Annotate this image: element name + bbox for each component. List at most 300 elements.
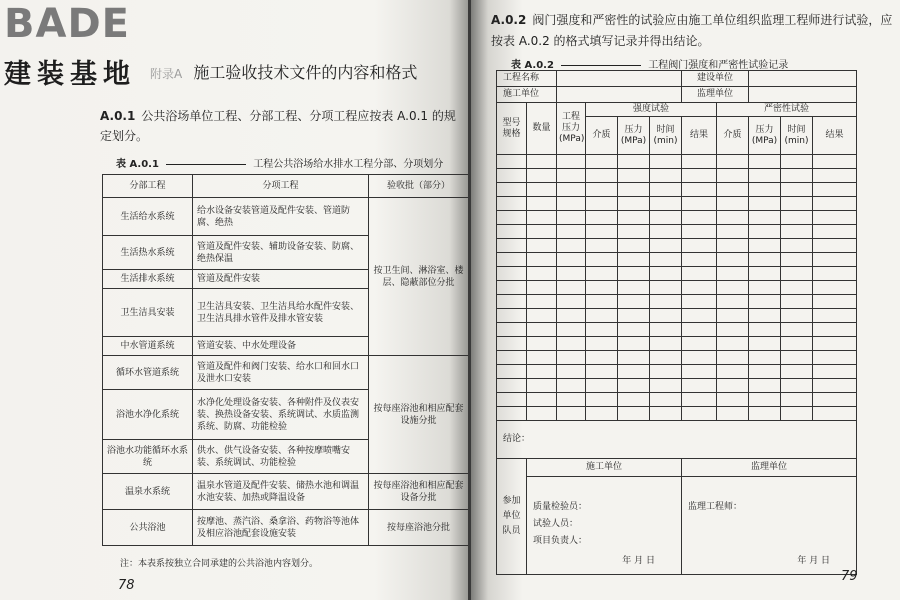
grid-cell [650, 197, 682, 211]
row-items: 管道及配件和阀门安装、给水口和回水口及泄水口安装 [193, 356, 369, 390]
grid-cell [586, 351, 618, 365]
grid-cell [682, 337, 717, 351]
grid-cell [813, 239, 857, 253]
grid-cell [557, 379, 586, 393]
grid-cell [650, 183, 682, 197]
grid-cell [586, 253, 618, 267]
caption-blank [166, 164, 246, 165]
grid-cell [586, 267, 618, 281]
grid-row [497, 183, 857, 197]
sign-contractor-header: 施工单位 [527, 459, 682, 477]
grid-cell [618, 365, 650, 379]
grid-cell [781, 155, 813, 169]
grid-cell [813, 197, 857, 211]
grid-cell [586, 183, 618, 197]
grid-cell [650, 309, 682, 323]
grid-cell [618, 309, 650, 323]
grid-cell [557, 211, 586, 225]
grid-row [497, 393, 857, 407]
grid-cell [749, 225, 781, 239]
grid-cell [618, 225, 650, 239]
col-strength-medium: 介质 [586, 117, 618, 155]
grid-cell [557, 351, 586, 365]
row-items: 管道及配件安装、辅助设备安装、防腐、绝热保温 [193, 236, 369, 270]
col-tightness-group: 严密性试验 [717, 103, 857, 117]
table-row [103, 198, 469, 236]
grid-cell [682, 407, 717, 421]
grid-cell [650, 323, 682, 337]
grid-cell [781, 365, 813, 379]
grid-cell [527, 365, 557, 379]
table-a01-title: 工程公共浴场给水排水工程分部、分项划分 [253, 159, 444, 170]
grid-cell [650, 155, 682, 169]
grid-row [497, 379, 857, 393]
table-a02-label: 表 A.0.2 [511, 60, 554, 71]
caption-blank [561, 65, 641, 66]
grid-cell [650, 211, 682, 225]
grid-cell [497, 211, 527, 225]
grid-cell [527, 253, 557, 267]
value-contractor [557, 87, 682, 103]
clause-a02-text: 阀门强度和严密性的试验应由施工单位组织监理工程师进行试验，应按表 A.0.2 的格式填写记录并得出结论。 [491, 13, 893, 48]
grid-cell [682, 295, 717, 309]
row-items: 给水设备安装管道及配件安装、管道防腐、绝热 [193, 198, 369, 236]
col-qty: 数量 [527, 103, 557, 155]
table-a02-title: 工程阀门强度和严密性试验记录 [648, 60, 789, 71]
grid-cell [781, 225, 813, 239]
grid-cell [527, 239, 557, 253]
grid-cell [749, 169, 781, 183]
grid-body [497, 155, 857, 421]
row-batch: 按每座浴池分批 [369, 510, 469, 546]
grid-cell [749, 309, 781, 323]
grid-cell [717, 407, 749, 421]
table-row [103, 510, 469, 546]
grid-cell [650, 407, 682, 421]
row-unit: 中水管道系统 [103, 337, 193, 356]
grid-cell [682, 211, 717, 225]
grid-cell [527, 337, 557, 351]
value-builder [749, 71, 857, 87]
grid-cell [813, 323, 857, 337]
header-subitem: 分项工程 [193, 175, 369, 198]
row-batch: 按每座浴池和相应配套设备分批 [369, 474, 469, 510]
table-a01-caption [116, 155, 443, 170]
grid-cell [527, 197, 557, 211]
grid-cell [813, 253, 857, 267]
col-strength-group: 强度试验 [586, 103, 717, 117]
row-unit: 循环水管道系统 [103, 356, 193, 390]
grid-cell [557, 239, 586, 253]
grid-cell [781, 169, 813, 183]
grid-cell [527, 281, 557, 295]
participants-label: 参加单位队员 [497, 459, 527, 575]
grid-cell [749, 379, 781, 393]
grid-cell [497, 183, 527, 197]
sign-body-row [497, 477, 857, 575]
grid-cell [682, 267, 717, 281]
col-strength-time: 时间(min) [650, 117, 682, 155]
conclusion-cell [497, 421, 857, 459]
grid-row [497, 197, 857, 211]
grid-cell [781, 281, 813, 295]
grid-cell [618, 239, 650, 253]
grid-cell [618, 281, 650, 295]
grid-cell [527, 155, 557, 169]
grid-cell [527, 211, 557, 225]
row-items: 温泉水管道及配件安装、储热水池和调温水池安装、加热或降温设备 [193, 474, 369, 510]
grid-row [497, 351, 857, 365]
grid-cell [497, 393, 527, 407]
grid-cell [618, 169, 650, 183]
grid-cell [527, 309, 557, 323]
grid-row [497, 155, 857, 169]
sign-tester: 试验人员： [533, 519, 579, 529]
row-unit: 温泉水系统 [103, 474, 193, 510]
row-items: 水净化处理设备安装、各种附件及仪表安装、换热设备安装、系统调试、水质监测系统、防腐、功能检验 [193, 390, 369, 440]
grid-cell [618, 197, 650, 211]
grid-cell [717, 155, 749, 169]
grid-cell [557, 365, 586, 379]
grid-cell [682, 253, 717, 267]
grid-cell [781, 309, 813, 323]
grid-cell [749, 407, 781, 421]
grid-cell [527, 295, 557, 309]
grid-cell [717, 211, 749, 225]
table-row [103, 356, 469, 390]
grid-cell [813, 337, 857, 351]
grid-cell [586, 295, 618, 309]
grid-cell [682, 323, 717, 337]
grid-cell [749, 323, 781, 337]
grid-cell [749, 155, 781, 169]
sign-supervising-engineer: 监理工程师： [688, 502, 743, 512]
page-number-left: 78 [118, 578, 135, 593]
grid-cell [497, 169, 527, 183]
grid-cell [781, 211, 813, 225]
row-items: 卫生洁具安装、卫生洁具给水配件安装、卫生洁具排水管件及排水管安装 [193, 289, 369, 337]
grid-cell [618, 379, 650, 393]
col-model: 型号规格 [497, 103, 527, 155]
grid-cell [717, 379, 749, 393]
grid-cell [749, 197, 781, 211]
grid-cell [813, 351, 857, 365]
row-unit: 浴池水净化系统 [103, 390, 193, 440]
row-unit: 卫生洁具安装 [103, 289, 193, 337]
grid-cell [497, 407, 527, 421]
grid-cell [717, 253, 749, 267]
appendix-title-text: 施工验收技术文件的内容和格式 [193, 63, 418, 82]
grid-cell [650, 351, 682, 365]
table-header-row [103, 175, 469, 198]
grid-row [497, 295, 857, 309]
grid-cell [650, 295, 682, 309]
sign-contractor-date: 年 月 日 [622, 556, 656, 566]
grid-cell [618, 267, 650, 281]
grid-cell [781, 239, 813, 253]
grid-cell [682, 309, 717, 323]
grid-cell [650, 365, 682, 379]
grid-cell [586, 323, 618, 337]
grid-cell [497, 225, 527, 239]
grid-cell [557, 155, 586, 169]
grid-cell [527, 407, 557, 421]
grid-cell [497, 309, 527, 323]
col-tightness-medium: 介质 [717, 117, 749, 155]
grid-cell [586, 169, 618, 183]
grid-cell [527, 379, 557, 393]
grid-cell [781, 393, 813, 407]
row-items: 供水、供气设备安装、各种按摩喷嘴安装、系统调试、功能检验 [193, 440, 369, 474]
grid-cell [682, 365, 717, 379]
header-subdivision: 分部工程 [103, 175, 193, 198]
info-row-1 [497, 71, 857, 87]
bade-logo [4, 2, 174, 88]
grid-cell [717, 323, 749, 337]
page-number-right: 79 [841, 569, 858, 584]
grid-cell [557, 225, 586, 239]
grid-cell [717, 197, 749, 211]
grid-cell [497, 267, 527, 281]
grid-cell [682, 183, 717, 197]
grid-cell [749, 351, 781, 365]
grid-row [497, 211, 857, 225]
grid-cell [749, 253, 781, 267]
grid-cell [749, 211, 781, 225]
grid-cell [557, 183, 586, 197]
grid-cell [749, 337, 781, 351]
grid-row [497, 309, 857, 323]
row-batch: 按卫生间、淋浴室、楼层、隐蔽部位分批 [369, 198, 469, 356]
grid-cell [717, 225, 749, 239]
grid-cell [586, 379, 618, 393]
grid-cell [497, 239, 527, 253]
table-note: 注：本表系按独立合同承建的公共浴池内容划分。 [120, 559, 319, 569]
grid-cell [749, 295, 781, 309]
grid-cell [586, 211, 618, 225]
grid-cell [717, 337, 749, 351]
grid-cell [618, 351, 650, 365]
grid-cell [781, 337, 813, 351]
grid-row [497, 267, 857, 281]
grid-cell [586, 197, 618, 211]
sign-project-lead: 项目负责人： [533, 536, 588, 546]
grid-cell [650, 239, 682, 253]
grid-cell [650, 379, 682, 393]
value-project-name [557, 71, 682, 87]
grid-cell [497, 155, 527, 169]
grid-cell [557, 169, 586, 183]
grid-cell [781, 351, 813, 365]
grid-cell [717, 365, 749, 379]
grid-cell [717, 239, 749, 253]
grid-cell [586, 239, 618, 253]
row-items: 管道及配件安装 [193, 270, 369, 289]
grid-cell [557, 407, 586, 421]
grid-cell [781, 407, 813, 421]
grid-cell [557, 281, 586, 295]
grid-cell [813, 267, 857, 281]
col-strength-result: 结果 [682, 117, 717, 155]
sign-quality-inspector: 质量检验员： [533, 502, 588, 512]
grid-cell [650, 169, 682, 183]
grid-cell [682, 197, 717, 211]
grid-row [497, 323, 857, 337]
grid-row [497, 253, 857, 267]
grid-row [497, 281, 857, 295]
label-contractor: 施工单位 [497, 87, 557, 103]
row-unit: 生活排水系统 [103, 270, 193, 289]
clause-a02 [491, 10, 896, 52]
grid-cell [650, 393, 682, 407]
grid-cell [618, 295, 650, 309]
grid-cell [781, 197, 813, 211]
grid-cell [813, 169, 857, 183]
grid-cell [813, 407, 857, 421]
grid-cell [749, 365, 781, 379]
grid-cell [682, 169, 717, 183]
grid-cell [586, 393, 618, 407]
grid-row [497, 239, 857, 253]
grid-cell [650, 253, 682, 267]
grid-cell [618, 183, 650, 197]
value-supervisor [749, 87, 857, 103]
clause-a01-text: 公共浴场单位工程、分部工程、分项工程应按表 A.0.1 的规定划分。 [100, 109, 456, 143]
col-strength-pressure: 压力(MPa) [618, 117, 650, 155]
grid-cell [749, 267, 781, 281]
grid-cell [527, 323, 557, 337]
grid-cell [557, 309, 586, 323]
grid-cell [527, 225, 557, 239]
grid-cell [497, 351, 527, 365]
table-a01-label: 表 A.0.1 [116, 159, 159, 170]
col-work-pressure: 工程压力(MPa) [557, 103, 586, 155]
grid-row [497, 337, 857, 351]
grid-cell [813, 183, 857, 197]
sign-supervisor-date: 年 月 日 [797, 556, 831, 566]
row-items: 管道安装、中水处理设备 [193, 337, 369, 356]
grid-cell [749, 281, 781, 295]
grid-cell [813, 281, 857, 295]
col-tightness-result: 结果 [813, 117, 857, 155]
grid-cell [781, 267, 813, 281]
grid-cell [586, 337, 618, 351]
grid-cell [497, 365, 527, 379]
table-row [103, 474, 469, 510]
grid-cell [813, 309, 857, 323]
grid-cell [618, 323, 650, 337]
grid-cell [527, 351, 557, 365]
clause-a01-number: A.0.1 [100, 109, 136, 123]
grid-cell [749, 183, 781, 197]
table-a01 [102, 174, 468, 546]
grid-cell [650, 225, 682, 239]
row-unit: 生活给水系统 [103, 198, 193, 236]
grid-cell [618, 211, 650, 225]
grid-cell [781, 295, 813, 309]
sign-header-row [497, 459, 857, 477]
grid-cell [497, 197, 527, 211]
grid-cell [497, 323, 527, 337]
grid-cell [497, 253, 527, 267]
grid-cell [527, 393, 557, 407]
table-a02-caption [511, 56, 788, 71]
grid-cell [497, 379, 527, 393]
grid-cell [717, 393, 749, 407]
grid-cell [781, 323, 813, 337]
grid-cell [717, 169, 749, 183]
grid-cell [813, 393, 857, 407]
grid-cell [586, 365, 618, 379]
appendix-prefix: 附录A [150, 67, 183, 81]
grid-cell [813, 379, 857, 393]
grid-cell [557, 295, 586, 309]
grid-cell [527, 267, 557, 281]
grid-cell [557, 267, 586, 281]
conclusion-row [497, 421, 857, 459]
grid-cell [618, 393, 650, 407]
grid-cell [557, 197, 586, 211]
grid-cell [557, 253, 586, 267]
table-a02 [496, 70, 857, 575]
grid-cell [781, 379, 813, 393]
right-page [471, 0, 900, 600]
grid-cell [650, 267, 682, 281]
grid-cell [557, 337, 586, 351]
grid-cell [557, 393, 586, 407]
grid-cell [749, 393, 781, 407]
grid-cell [682, 239, 717, 253]
appendix-title [150, 60, 417, 83]
label-project-name: 工程名称 [497, 71, 557, 87]
grid-cell [618, 253, 650, 267]
grid-cell [586, 281, 618, 295]
grid-cell [497, 337, 527, 351]
grid-cell [618, 155, 650, 169]
grid-cell [813, 295, 857, 309]
grid-cell [682, 393, 717, 407]
grid-cell [682, 155, 717, 169]
grid-cell [586, 225, 618, 239]
grid-cell [527, 183, 557, 197]
row-items: 按摩池、蒸汽浴、桑拿浴、药物浴等池体及相应浴池配套设施安装 [193, 510, 369, 546]
clause-a02-number: A.0.2 [491, 13, 527, 27]
logo-main-text: BADE [4, 1, 130, 47]
row-unit: 浴池水功能循环水系统 [103, 440, 193, 474]
grid-cell [497, 295, 527, 309]
grid-cell [650, 337, 682, 351]
logo-sub-text: 建装基地 [4, 59, 136, 90]
grid-cell [586, 407, 618, 421]
col-tightness-pressure: 压力(MPa) [749, 117, 781, 155]
grid-cell [682, 225, 717, 239]
grid-cell [813, 365, 857, 379]
grid-cell [749, 239, 781, 253]
grid-row [497, 365, 857, 379]
grid-cell [527, 169, 557, 183]
grid-cell [682, 379, 717, 393]
sign-supervisor-cell [682, 477, 857, 575]
grid-cell [682, 281, 717, 295]
grid-cell [717, 309, 749, 323]
clause-a01 [100, 106, 460, 146]
grid-cell [557, 323, 586, 337]
grid-cell [717, 183, 749, 197]
header-batch: 验收批（部分） [369, 175, 469, 198]
grid-cell [717, 295, 749, 309]
info-row-2 [497, 87, 857, 103]
grid-cell [781, 183, 813, 197]
